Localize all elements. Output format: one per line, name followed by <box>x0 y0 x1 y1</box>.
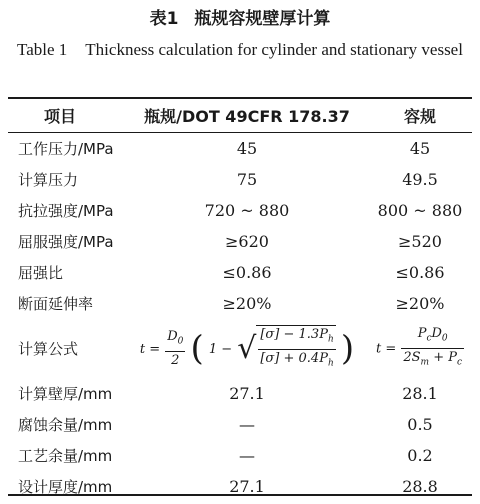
vessel-value: ≤0.86 <box>395 263 445 282</box>
vessel-value: 28.1 <box>402 384 438 403</box>
cylinder-formula <box>126 319 368 378</box>
cylinder-value: 27.1 <box>229 477 265 496</box>
row-label: 屈强比 <box>18 264 64 282</box>
table-row <box>8 409 472 440</box>
inner-denominator: $[\sigma] + 0.4P_h$ <box>260 350 334 369</box>
row-label: 工艺余量/mm <box>18 447 113 465</box>
table-row <box>8 257 472 288</box>
cylinder-value: 45 <box>236 138 258 158</box>
vessel-value: ≥520 <box>398 232 442 251</box>
fraction-numerator: $D_0$ <box>165 328 185 352</box>
table-title-cn-text: 瓶规容规壁厚计算 <box>194 9 331 29</box>
table-row <box>8 132 472 164</box>
header-cylinder: 瓶规/DOT 49CFR 178.37 <box>144 107 350 126</box>
table-row <box>8 195 472 226</box>
vessel-value: 800 ~ 880 <box>377 201 463 220</box>
row-label: 断面延伸率 <box>18 295 94 313</box>
vessel-formula <box>368 319 472 378</box>
row-label: 计算壁厚/mm <box>18 385 113 403</box>
row-label: 屈服强度/MPa <box>18 233 114 251</box>
inner-fraction <box>258 326 335 372</box>
formula-lhs: t = <box>139 342 161 357</box>
cylinder-value: — <box>239 415 255 434</box>
table-title-cn <box>0 4 480 29</box>
radicand <box>256 325 335 372</box>
table-number-cn: 表1 <box>149 9 179 29</box>
table-title-en-text: Thickness calculation for cylinder and stationary vessel <box>85 40 463 59</box>
formula-lhs: t = <box>375 342 397 357</box>
table-row <box>8 226 472 257</box>
row-label: 设计厚度/mm <box>18 478 113 496</box>
cylinder-value: 75 <box>236 170 258 189</box>
header-item: 项目 <box>44 107 77 126</box>
vessel-value: 49.5 <box>402 170 438 189</box>
fraction <box>165 328 185 369</box>
square-root <box>237 325 336 372</box>
cylinder-value: 27.1 <box>229 384 265 403</box>
vessel-value: ≥20% <box>395 294 445 313</box>
formula-one-minus: 1 − <box>208 342 233 357</box>
fraction-denominator: 2 <box>171 352 180 368</box>
table-row <box>8 164 472 195</box>
radical-sign-icon: √ <box>237 331 257 366</box>
header-vessel: 容规 <box>403 107 436 126</box>
vessel-value: 28.8 <box>402 477 438 496</box>
left-paren: ( <box>190 328 204 369</box>
row-label: 工作压力/MPa <box>18 139 114 158</box>
table-row <box>8 378 472 409</box>
right-paren: ) <box>340 328 355 369</box>
table-row <box>8 288 472 319</box>
table-title-en <box>14 34 466 65</box>
vessel-value: 45 <box>409 138 431 158</box>
table-number-en: Table 1 <box>17 40 68 59</box>
row-label: 腐蚀余量/mm <box>18 416 113 434</box>
row-label: 抗拉强度/MPa <box>18 202 114 220</box>
table-row <box>8 440 472 471</box>
fraction-denominator: $2S_m + P_c$ <box>403 350 463 368</box>
cylinder-value: 720 ~ 880 <box>204 201 290 220</box>
cylinder-value: ≥20% <box>222 294 272 313</box>
cylinder-value: ≥620 <box>225 232 269 251</box>
fraction-numerator: $P_cD_0$ <box>401 325 464 349</box>
inner-numerator: $[\sigma] - 1.3P_h$ <box>258 326 335 350</box>
cylinder-value: ≤0.86 <box>222 263 272 282</box>
vessel-value: 0.5 <box>407 415 433 434</box>
fraction <box>401 325 464 371</box>
formula-row <box>8 319 472 378</box>
row-label: 计算压力 <box>18 171 79 189</box>
vessel-value: 0.2 <box>407 446 433 465</box>
cylinder-value: — <box>239 446 255 465</box>
row-label: 计算公式 <box>18 340 79 358</box>
thickness-table <box>8 99 472 502</box>
table-row <box>8 471 472 502</box>
table-header-row <box>8 99 472 132</box>
